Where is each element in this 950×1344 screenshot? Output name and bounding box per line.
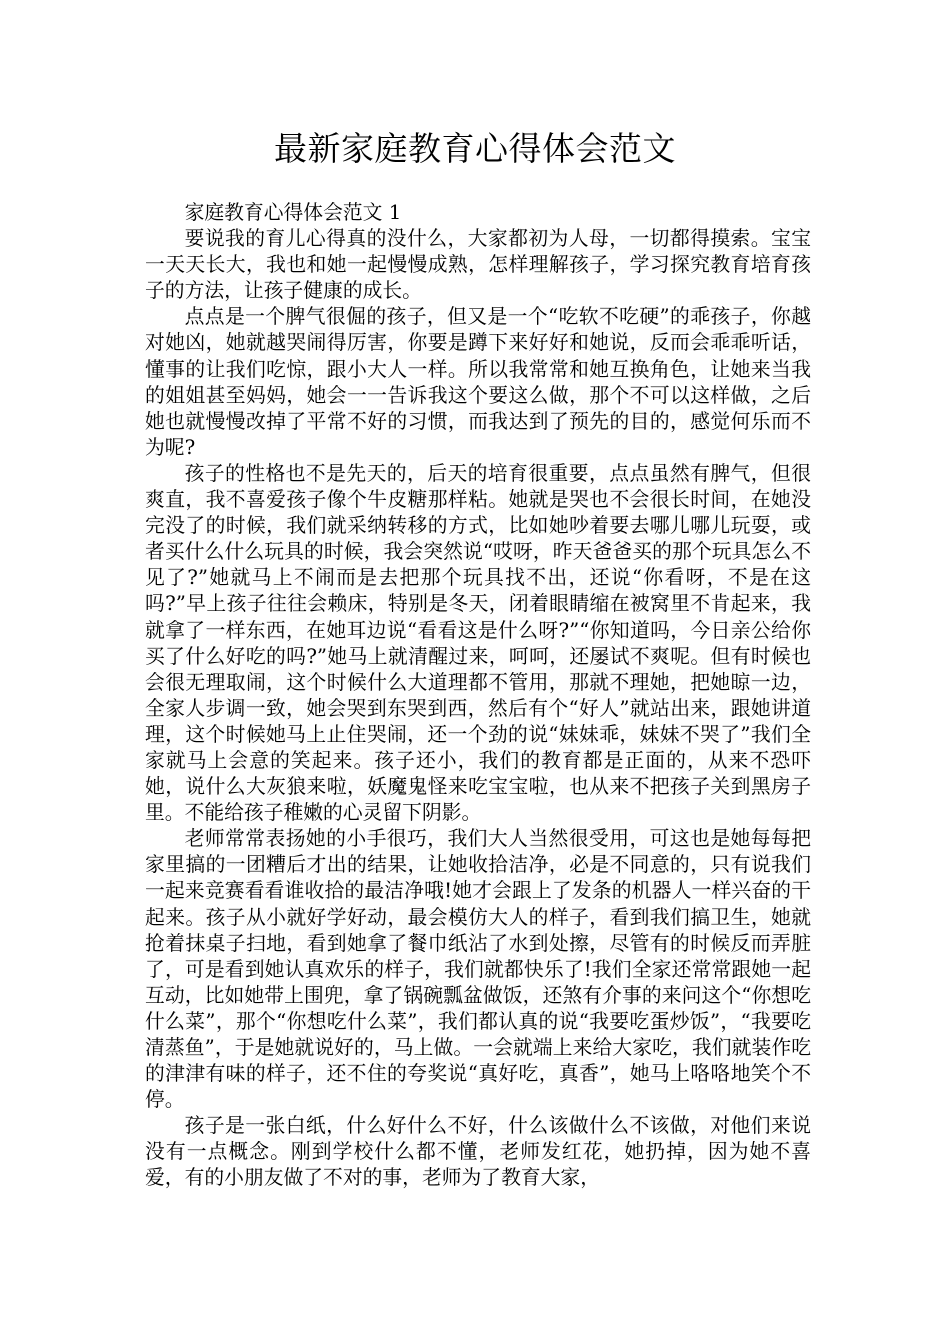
document-title: 最新家庭教育心得体会范文: [274, 129, 676, 168]
paragraph-5: 孩子是一张白纸，什么好什么不好，什么该做什么不该做，对他们来说没有一点概念。刚到学校什么都不懂，老师发红花，她扔掉，因为她不喜爱，有的小朋友做了不对的事，老师为了教育大家，: [145, 1114, 811, 1190]
paragraph-3: 孩子的性格也不是先天的，后天的培育很重要，点点虽然有脾气，但很爽直，我不喜爱孩子像个牛皮糖那样粘。她就是哭也不会很长时间，在她没完没了的时候，我们就采纳转移的方式，比如她吵着要去哪儿哪儿玩耍，或者买什么什么玩具的时候，我会突然说“哎呀，昨天爸爸买的那个玩具怎么不见了?”她就马上不闹而是去把那个玩具找不出，还说“你看呀，不是在这吗?”早上孩子往往会赖床，特别是冬天，闭着眼睛缩在被窝里不肯起来，我就拿了一样东西，在她耳边说“看看这是什么呀?”“你知道吗，今日亲公给你买了什么好吃的吗?”她马上就清醒过来，呵呵，还屡试不爽呢。但有时候也会很无理取闹，这个时候什么大道理都不管用，那就不理她，把她晾一边，全家人步调一致，她会哭到东哭到西，然后有个“好人”就站出来，跟她讲道理，这个时候她马上止住哭闹，还一个劲的说“妹妹乖，妹妹不哭了”我们全家就马上会意的笑起来。孩子还小，我们的教育都是正面的，从来不恐吓她，说什么大灰狼来啦，妖魔鬼怪来吃宝宝啦，也从来不把孩子关到黑房子里。不能给孩子稚嫩的心灵留下阴影。: [145, 461, 811, 825]
document-body: [145, 200, 811, 1192]
paragraph-2: 点点是一个脾气很倔的孩子，但又是一个“吃软不吃硬”的乖孩子，你越对她凶，她就越哭闹得厉害，你要是蹲下来好好和她说，反而会乖乖听话，懂事的让我们吃惊，跟小大人一样。所以我常常和她互换角色，让她来当我的姐姐甚至妈妈，她会一一告诉我这个要这么做，那个不可以这样做，之后她也就慢慢改掉了平常不好的习惯，而我达到了预先的目的，感觉何乐而不为呢?: [145, 305, 811, 459]
section-heading: 家庭教育心得体会范文 1: [184, 201, 402, 224]
paragraph-4: 老师常常表扬她的小手很巧，我们大人当然很受用，可这也是她每每把家里搞的一团糟后才出的结果，让她收拾洁净，必是不同意的，只有说我们一起来竞赛看看谁收拾的最洁净哦!她才会跟上了发条的机器人一样兴奋的干起来。孩子从小就好学好动，最会模仿大人的样子，看到我们搞卫生，她就抢着抹桌子扫地，看到她拿了餐巾纸沾了水到处擦，尽管有的时候反而弄脏了，可是看到她认真欢乐的样子，我们就都快乐了!我们全家还常常跟她一起互动，比如她带上围兜，拿了锅碗瓢盆做饭，还煞有介事的来问这个“你想吃什么菜”，那个“你想吃什么菜”，我们都认真的说“我要吃蛋炒饭”，“我要吃清蒸鱼”，于是她就说好的，马上做。一会就端上来给大家吃，我们就装作吃的津津有味的样子，还不住的夸奖说“真好吃，真香”，她马上咯咯地笑个不停。: [145, 827, 811, 1112]
paragraph-1: 要说我的育儿心得真的没什么，大家都初为人母，一切都得摸索。宝宝一天天长大，我也和她一起慢慢成熟，怎样理解孩子，学习探究教育培育孩子的方法，让孩子健康的成长。: [145, 227, 811, 303]
